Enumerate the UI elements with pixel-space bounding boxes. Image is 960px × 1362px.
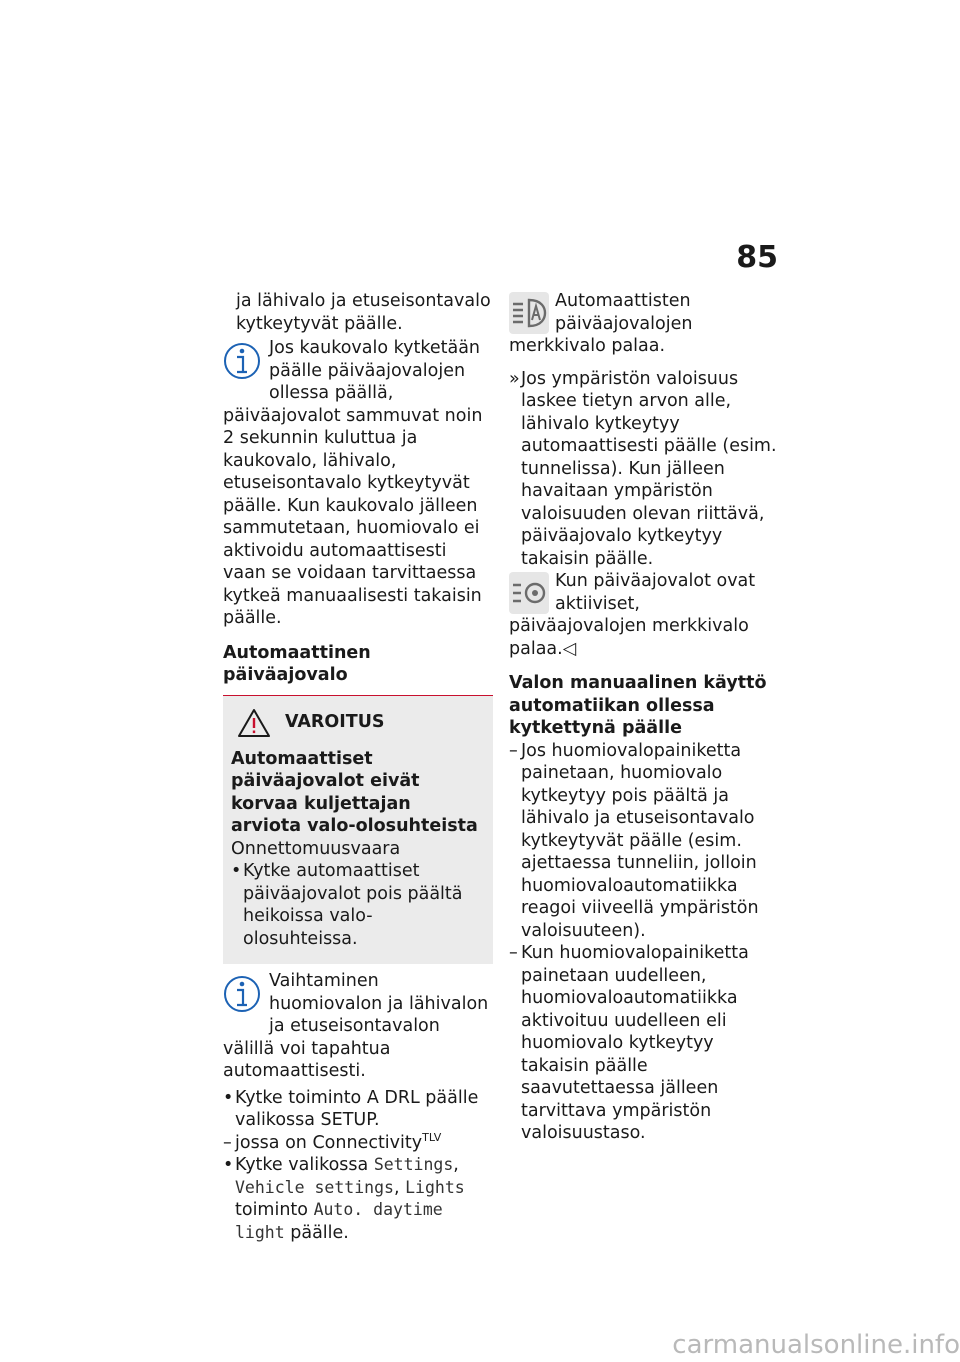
item-dash: – (509, 943, 518, 963)
step-1-text: Kytke toiminto A DRL päälle valikossa SETUP. (235, 1087, 479, 1130)
intro-line-2: kytkeytyvät päälle. (236, 313, 403, 334)
bullet-mark: • (231, 861, 242, 881)
step-3-d: toiminto (235, 1200, 314, 1220)
section-heading-auto-drl: Automaattinen päiväajovalo (223, 642, 371, 685)
step-2-text: jossa on Connectivity (235, 1132, 423, 1153)
menu-vehicle-settings: Vehicle settings (235, 1177, 394, 1197)
right-column (509, 290, 781, 1145)
info-text-switching: Vaihtaminen huomiovalon ja lähivalon ja etuseisontavalon välillä voi tapahtua automaattisesti. (223, 971, 489, 1081)
warning-triangle-icon (237, 708, 271, 738)
daytime-light-icon (509, 572, 549, 614)
drl-indicator-note (509, 570, 781, 660)
step-3 (223, 1154, 493, 1244)
info-icon (223, 972, 261, 1018)
manual-item-2 (509, 942, 781, 1145)
warning-bullet (231, 860, 485, 950)
step-3-c: , (393, 1177, 406, 1198)
menu-settings: Settings (373, 1155, 454, 1174)
auto-drl-indicator-text: Automaattisten päiväajovalojen merkkivalo palaa. (509, 291, 693, 356)
step-dot: • (223, 1087, 234, 1108)
menu-auto-daytime-light: Auto. daytime light (235, 1200, 443, 1242)
step-3-e: päälle. (284, 1222, 349, 1243)
result-mark: » (509, 368, 520, 389)
step-3-b: , (453, 1155, 459, 1175)
drl-indicator-text-body: Kun päiväajovalot ovat aktiiviset, päiväajovalojen merkkivalo palaa. (509, 571, 756, 659)
left-column (223, 290, 493, 1244)
result-text: Jos ympäristön valoisuus laskee tietyn arvon alle, lähivalo kytkeytyy automaattisesti päälle (esim. tunnelissa). Kun jälleen havaitaan ympäristön valoisuuden olevan riittävä, päiväajovalo kytkeytyy takaisin päälle. (521, 368, 777, 569)
page-number: 85 (736, 240, 778, 275)
watermark: carmanualsonline.info (672, 1330, 960, 1360)
item-dash: – (509, 740, 518, 761)
info-icon (223, 339, 261, 385)
auto-headlight-icon (509, 292, 549, 334)
step-dot: • (223, 1155, 234, 1175)
warning-header (237, 708, 485, 738)
warning-box (223, 696, 493, 965)
intro-line-1: ja lähivalo ja etuseisontavalo (236, 291, 491, 311)
warning-title: VAROITUS (285, 712, 385, 733)
manual-item-2-text: Kun huomiovalopainiketta painetaan uudelleen, huomiovaloautomatiikka aktivoituu uudelleen eli huomiovalo kytkeytyy takaisin päälle saavutettaessa jälleen tarvittava ympäristön valoisuustaso. (521, 943, 749, 1143)
section-heading-manual: Valon manuaalinen käyttö automatiikan ollessa kytkettynä päälle (509, 673, 767, 738)
manual-item-1 (509, 740, 781, 943)
step-2-sup: TLV (422, 1130, 442, 1144)
info-note-switching (223, 970, 493, 1083)
info-note-high-beam (223, 337, 493, 630)
step-3-a: Kytke valikossa (235, 1155, 374, 1175)
step-1 (223, 1087, 493, 1132)
info-text-high-beam: Jos kaukovalo kytketään päälle päiväajovalojen ollessa päällä, päiväajovalot sammuvat noin 2 sekunnin kuluttua ja kaukovalo, lähivalo, etuseisontavalo kytkeytyvät päälle. Kun kaukovalo jälleen sammutetaan, huomiovalo ei aktivoidu automaattisesti vaan se voidaan tarvittaessa kytkeä manuaalisesti takaisin päälle. (223, 338, 483, 628)
menu-lights: Lights (405, 1177, 465, 1197)
result-note (509, 368, 781, 571)
end-mark: ◁ (562, 638, 577, 659)
auto-drl-indicator-note (509, 290, 781, 358)
warning-bold-text: Automaattiset päiväajovalot eivät korvaa kuljettajan arviota valo-olosuhteista (231, 748, 478, 836)
warning-subtitle: Onnettomuusvaara (231, 838, 401, 859)
drl-indicator-text (509, 570, 781, 660)
step-2 (223, 1132, 493, 1155)
manual-item-1-text: Jos huomiovalopainiketta painetaan, huomiovalo kytkeytyy pois päältä ja lähivalo ja etuseisontavalo kytkeytyvät päälle (esim. ajettaessa tunneliin, jolloin huomiovaloautomatiikka reagoi viiveellä ympäristön valoisuuteen). (521, 740, 759, 941)
step-dash: – (223, 1132, 232, 1153)
warning-bullet-text: Kytke automaattiset päiväajovalot pois päältä heikoissa valo-olosuhteissa. (243, 861, 463, 949)
